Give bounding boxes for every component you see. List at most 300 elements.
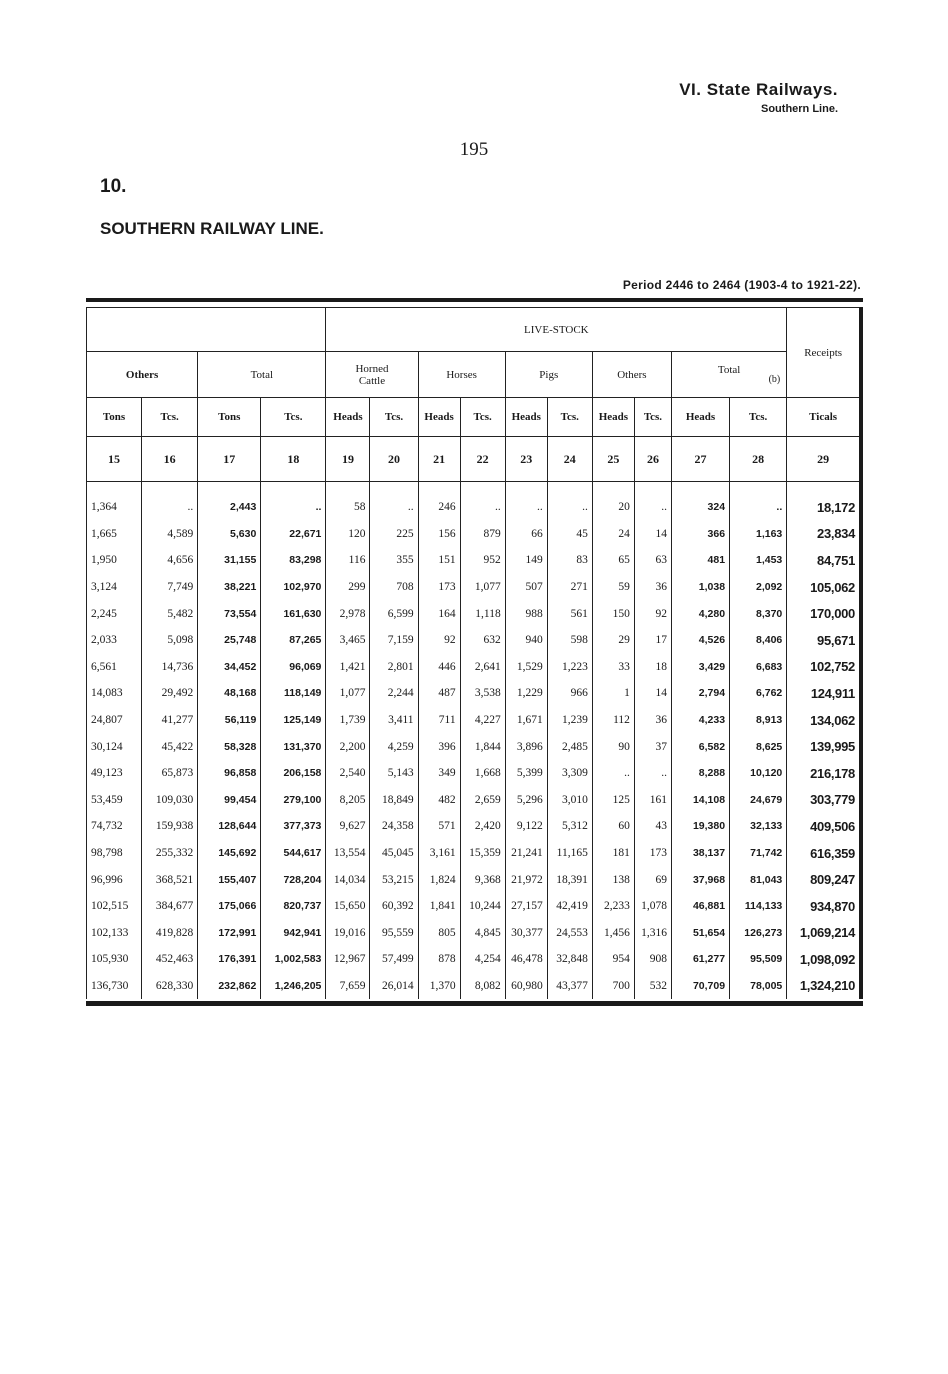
table-cell: 1,668 (460, 760, 505, 787)
table-cell: .. (634, 494, 671, 521)
table-cell: 43,377 (547, 973, 592, 1000)
table-body (87, 494, 862, 999)
table-cell: 65 (592, 547, 634, 574)
table-cell: 452,463 (142, 946, 198, 973)
table-row (87, 893, 862, 920)
table-cell: 1,529 (505, 654, 547, 681)
table-cell: 628,330 (142, 973, 198, 1000)
table-cell: 46,478 (505, 946, 547, 973)
table-cell: 32,848 (547, 946, 592, 973)
railway-traffic-table (86, 307, 863, 999)
table-cell: 1,665 (87, 521, 142, 548)
table-cell: 5,143 (370, 760, 418, 787)
table-cell: 53,215 (370, 866, 418, 893)
table-cell: 820,737 (261, 893, 326, 920)
table-row (87, 600, 862, 627)
table-cell: 1,098,092 (787, 946, 861, 973)
horses-header: Horses (418, 352, 505, 398)
table-cell: 19,380 (671, 813, 729, 840)
table-cell: 134,062 (787, 707, 861, 734)
table-cell: 728,204 (261, 866, 326, 893)
table-cell: 232,862 (198, 973, 261, 1000)
table-cell: 11,165 (547, 840, 592, 867)
table-cell: 366 (671, 521, 729, 548)
livestock-group-header: LIVE-STOCK (326, 308, 787, 352)
column-number: 26 (634, 437, 671, 482)
running-header (679, 80, 838, 115)
table-cell: 8,370 (730, 600, 787, 627)
table-cell: 1,077 (326, 680, 370, 707)
table-cell: 13,554 (326, 840, 370, 867)
column-number: 25 (592, 437, 634, 482)
table-cell: 164 (418, 600, 460, 627)
table-cell: 4,845 (460, 920, 505, 947)
table-cell: 2,641 (460, 654, 505, 681)
table-cell: 1,002,583 (261, 946, 326, 973)
table-cell: .. (547, 494, 592, 521)
unit-header: Tcs. (460, 398, 505, 437)
table-cell: 2,092 (730, 574, 787, 601)
table-cell: 6,762 (730, 680, 787, 707)
column-number: 21 (418, 437, 460, 482)
others-livestock-header: Others (592, 352, 671, 398)
table-cell: 216,178 (787, 760, 861, 787)
table-cell: 87,265 (261, 627, 326, 654)
table-row (87, 574, 862, 601)
table-cell: 159,938 (142, 813, 198, 840)
table-cell: 9,122 (505, 813, 547, 840)
table-cell: 1,316 (634, 920, 671, 947)
table-cell: 1,246,205 (261, 973, 326, 1000)
table-cell: 324 (671, 494, 729, 521)
table-cell: 507 (505, 574, 547, 601)
table-row (87, 866, 862, 893)
table-cell: 53,459 (87, 787, 142, 814)
table-cell: 18,849 (370, 787, 418, 814)
table-cell: 170,000 (787, 600, 861, 627)
table-cell: 409,506 (787, 813, 861, 840)
unit-header: Tcs. (370, 398, 418, 437)
table-cell: 3,538 (460, 680, 505, 707)
table-cell: 878 (418, 946, 460, 973)
table-cell: 84,751 (787, 547, 861, 574)
table-cell: 2,659 (460, 787, 505, 814)
table-cell: 30,377 (505, 920, 547, 947)
table-cell: 1,453 (730, 547, 787, 574)
table-cell: 131,370 (261, 733, 326, 760)
table-cell: 102,515 (87, 893, 142, 920)
table-cell: 1,163 (730, 521, 787, 548)
header-row-groups (87, 308, 862, 352)
column-number: 15 (87, 437, 142, 482)
table-cell: 5,482 (142, 600, 198, 627)
table-cell: 954 (592, 946, 634, 973)
table-cell: 58,328 (198, 733, 261, 760)
table-cell: 3,161 (418, 840, 460, 867)
table-cell: 6,582 (671, 733, 729, 760)
table-cell: 22,671 (261, 521, 326, 548)
table-cell: 24,358 (370, 813, 418, 840)
table-cell: 149 (505, 547, 547, 574)
table-cell: 368,521 (142, 866, 198, 893)
table-cell: 303,779 (787, 787, 861, 814)
table-cell: 1,370 (418, 973, 460, 1000)
table-cell: 966 (547, 680, 592, 707)
table-cell: 60,392 (370, 893, 418, 920)
table-cell: 2,443 (198, 494, 261, 521)
column-number: 17 (198, 437, 261, 482)
table-row (87, 946, 862, 973)
table-cell: 145,692 (198, 840, 261, 867)
table-cell: 36 (634, 574, 671, 601)
table-cell: 33 (592, 654, 634, 681)
table-cell: 279,100 (261, 787, 326, 814)
table-cell: 124,911 (787, 680, 861, 707)
table-cell: 120 (326, 521, 370, 548)
table-cell: 51,654 (671, 920, 729, 947)
table-cell: 4,589 (142, 521, 198, 548)
header-spacer-row (87, 482, 862, 495)
table-cell: 14,083 (87, 680, 142, 707)
column-number: 18 (261, 437, 326, 482)
table-cell: 8,406 (730, 627, 787, 654)
table-cell: .. (592, 760, 634, 787)
table-cell: 45 (547, 521, 592, 548)
table-cell: 30,124 (87, 733, 142, 760)
period-caption: Period 2446 to 2464 (1903-4 to 1921-22). (622, 278, 861, 292)
table-cell: 2,033 (87, 627, 142, 654)
header-blank-cell (87, 308, 326, 352)
table-row (87, 840, 862, 867)
table-cell: 43 (634, 813, 671, 840)
table-cell: 24,679 (730, 787, 787, 814)
table-cell: 571 (418, 813, 460, 840)
table-cell: 99,454 (198, 787, 261, 814)
table-cell: 2,233 (592, 893, 634, 920)
table-cell: 2,200 (326, 733, 370, 760)
table-cell: 3,429 (671, 654, 729, 681)
table-cell: 20 (592, 494, 634, 521)
table-cell: 156 (418, 521, 460, 548)
table-cell: 1,739 (326, 707, 370, 734)
table-cell: 5,296 (505, 787, 547, 814)
unit-header: Tcs. (261, 398, 326, 437)
section-number: 10. (100, 176, 127, 197)
table-cell: 1,671 (505, 707, 547, 734)
table-cell: 14 (634, 521, 671, 548)
table-cell: 8,205 (326, 787, 370, 814)
table-cell: 6,599 (370, 600, 418, 627)
table-cell: 83,298 (261, 547, 326, 574)
table-cell: 19,016 (326, 920, 370, 947)
table-cell: 934,870 (787, 893, 861, 920)
table-cell: 176,391 (198, 946, 261, 973)
table-cell: 95,671 (787, 627, 861, 654)
table-cell: 25,748 (198, 627, 261, 654)
table-cell: 419,828 (142, 920, 198, 947)
table-cell: 24 (592, 521, 634, 548)
table-cell: 29 (592, 627, 634, 654)
table-cell: 4,254 (460, 946, 505, 973)
table-cell: 700 (592, 973, 634, 1000)
table-cell: 118,149 (261, 680, 326, 707)
column-number: 19 (326, 437, 370, 482)
table-cell: 396 (418, 733, 460, 760)
table-cell: 632 (460, 627, 505, 654)
table-cell: 116 (326, 547, 370, 574)
pigs-header: Pigs (505, 352, 592, 398)
table-cell: 49,123 (87, 760, 142, 787)
table-cell: 17 (634, 627, 671, 654)
table-cell: 271 (547, 574, 592, 601)
header-row-subgroups (87, 352, 862, 398)
table-cell: 2,540 (326, 760, 370, 787)
table-cell: 952 (460, 547, 505, 574)
table-cell: 151 (418, 547, 460, 574)
table-cell: 1 (592, 680, 634, 707)
table-cell: 4,259 (370, 733, 418, 760)
table-cell: 4,233 (671, 707, 729, 734)
unit-header: Heads (505, 398, 547, 437)
table-cell: 150 (592, 600, 634, 627)
unit-header: Heads (326, 398, 370, 437)
table-cell: 3,411 (370, 707, 418, 734)
table-cell: 14 (634, 680, 671, 707)
table-cell: 1,456 (592, 920, 634, 947)
table-cell: 56,119 (198, 707, 261, 734)
table-cell: .. (634, 760, 671, 787)
table-cell: .. (730, 494, 787, 521)
table-cell: 940 (505, 627, 547, 654)
table-cell: 139,995 (787, 733, 861, 760)
table-cell: 78,005 (730, 973, 787, 1000)
total-header-label: Total (250, 368, 274, 381)
table-row (87, 627, 862, 654)
table-cell: 105,930 (87, 946, 142, 973)
table-cell: 7,659 (326, 973, 370, 1000)
table-cell: 908 (634, 946, 671, 973)
table-cell: 2,978 (326, 600, 370, 627)
table-cell: 377,373 (261, 813, 326, 840)
table-cell: 3,465 (326, 627, 370, 654)
table-cell: 173 (634, 840, 671, 867)
table-cell: 38,137 (671, 840, 729, 867)
table-cell: 65,873 (142, 760, 198, 787)
table-row (87, 973, 862, 1000)
column-number: 29 (787, 437, 861, 482)
table-cell: 63 (634, 547, 671, 574)
table-cell: 73,554 (198, 600, 261, 627)
table-cell: 61,277 (671, 946, 729, 973)
table-cell: 57,499 (370, 946, 418, 973)
table-cell: 14,034 (326, 866, 370, 893)
unit-header: Tcs. (730, 398, 787, 437)
table-cell: 225 (370, 521, 418, 548)
table-cell: 90 (592, 733, 634, 760)
table-cell: 355 (370, 547, 418, 574)
table-cell: 29,492 (142, 680, 198, 707)
table-cell: 38,221 (198, 574, 261, 601)
table-cell: 59 (592, 574, 634, 601)
table-cell: .. (460, 494, 505, 521)
table-cell: 18 (634, 654, 671, 681)
table-cell: 6,561 (87, 654, 142, 681)
table-cell: 27,157 (505, 893, 547, 920)
table-cell: 2,420 (460, 813, 505, 840)
table-cell: 2,801 (370, 654, 418, 681)
table-cell: 3,124 (87, 574, 142, 601)
table-cell: 83 (547, 547, 592, 574)
table-cell: 12,967 (326, 946, 370, 973)
table-cell: 48,168 (198, 680, 261, 707)
others-header: Others (87, 352, 198, 398)
header-row-units (87, 398, 862, 437)
table-row (87, 733, 862, 760)
total-header (198, 352, 326, 398)
table-cell: 481 (671, 547, 729, 574)
table-cell: 41,277 (142, 707, 198, 734)
table-cell: 942,941 (261, 920, 326, 947)
table-cell: 487 (418, 680, 460, 707)
table-cell: .. (505, 494, 547, 521)
table-cell: 126,273 (730, 920, 787, 947)
table-cell: 21,972 (505, 866, 547, 893)
unit-header: Tcs. (547, 398, 592, 437)
table-cell: .. (370, 494, 418, 521)
table-cell: 14,736 (142, 654, 198, 681)
table-cell: 8,082 (460, 973, 505, 1000)
table-bottom-rule (86, 1001, 863, 1006)
unit-header: Ticals (787, 398, 861, 437)
table-cell: 4,280 (671, 600, 729, 627)
table-cell: 96,069 (261, 654, 326, 681)
table-cell: 114,133 (730, 893, 787, 920)
table-cell: 102,752 (787, 654, 861, 681)
table-cell: 70,709 (671, 973, 729, 1000)
unit-header: Tons (87, 398, 142, 437)
table-cell: 37 (634, 733, 671, 760)
table-container (86, 298, 863, 1006)
table-cell: 37,968 (671, 866, 729, 893)
table-row (87, 494, 862, 521)
table-cell: 95,559 (370, 920, 418, 947)
table-cell: 1,844 (460, 733, 505, 760)
column-number: 20 (370, 437, 418, 482)
column-number: 24 (547, 437, 592, 482)
table-cell: 161 (634, 787, 671, 814)
table-row (87, 521, 862, 548)
table-cell: 92 (634, 600, 671, 627)
table-cell: 1,421 (326, 654, 370, 681)
table-cell: 1,324,210 (787, 973, 861, 1000)
table-cell: 125 (592, 787, 634, 814)
column-number: 22 (460, 437, 505, 482)
table-cell: 482 (418, 787, 460, 814)
table-cell: 1,239 (547, 707, 592, 734)
table-cell: 92 (418, 627, 460, 654)
table-cell: 544,617 (261, 840, 326, 867)
running-header-subtitle: Southern Line. (761, 103, 838, 115)
table-cell: 988 (505, 600, 547, 627)
table-cell: 3,896 (505, 733, 547, 760)
table-cell: 175,066 (198, 893, 261, 920)
table-cell: 172,991 (198, 920, 261, 947)
unit-header: Heads (418, 398, 460, 437)
table-cell: 58 (326, 494, 370, 521)
table-cell: 24,553 (547, 920, 592, 947)
table-cell: 9,368 (460, 866, 505, 893)
table-cell: 34,452 (198, 654, 261, 681)
table-row (87, 813, 862, 840)
running-header-title: VI. State Railways. (679, 80, 838, 99)
table-cell: 1,229 (505, 680, 547, 707)
table-cell: 4,656 (142, 547, 198, 574)
table-cell: 95,509 (730, 946, 787, 973)
table-cell: 5,098 (142, 627, 198, 654)
table-cell: 173 (418, 574, 460, 601)
table-cell: 206,158 (261, 760, 326, 787)
column-number: 27 (671, 437, 729, 482)
table-cell: 109,030 (142, 787, 198, 814)
table-cell: 98,798 (87, 840, 142, 867)
table-cell: 105,062 (787, 574, 861, 601)
table-cell: 74,732 (87, 813, 142, 840)
table-cell: 66 (505, 521, 547, 548)
table-cell: 299 (326, 574, 370, 601)
table-row (87, 787, 862, 814)
table-cell: 136,730 (87, 973, 142, 1000)
column-number: 28 (730, 437, 787, 482)
table-cell: 3,309 (547, 760, 592, 787)
table-cell: 15,359 (460, 840, 505, 867)
table-cell: 532 (634, 973, 671, 1000)
receipts-header: Receipts (787, 308, 861, 398)
total-livestock-note: (b) (768, 374, 781, 385)
table-cell: 7,159 (370, 627, 418, 654)
table-cell: 246 (418, 494, 460, 521)
table-cell: 349 (418, 760, 460, 787)
total-livestock-label: Total (717, 364, 741, 376)
table-cell: 255,332 (142, 840, 198, 867)
total-livestock-header (671, 352, 786, 398)
table-cell: 81,043 (730, 866, 787, 893)
table-cell: 2,794 (671, 680, 729, 707)
table-cell: 1,364 (87, 494, 142, 521)
table-cell: 14,108 (671, 787, 729, 814)
table-cell: 8,625 (730, 733, 787, 760)
header-row-column-numbers (87, 437, 862, 482)
table-cell: 155,407 (198, 866, 261, 893)
table-cell: 6,683 (730, 654, 787, 681)
table-cell: 8,913 (730, 707, 787, 734)
table-cell: 125,149 (261, 707, 326, 734)
table-cell: 1,223 (547, 654, 592, 681)
table-cell: 616,359 (787, 840, 861, 867)
table-row (87, 547, 862, 574)
table-cell: 60 (592, 813, 634, 840)
table-row (87, 760, 862, 787)
table-cell: 71,742 (730, 840, 787, 867)
unit-header: Heads (592, 398, 634, 437)
table-cell: 708 (370, 574, 418, 601)
table-cell: 112 (592, 707, 634, 734)
table-cell: 1,077 (460, 574, 505, 601)
table-cell: 5,312 (547, 813, 592, 840)
table-cell: 60,980 (505, 973, 547, 1000)
page-number: 195 (459, 139, 489, 160)
table-row (87, 920, 862, 947)
table-cell: 128,644 (198, 813, 261, 840)
